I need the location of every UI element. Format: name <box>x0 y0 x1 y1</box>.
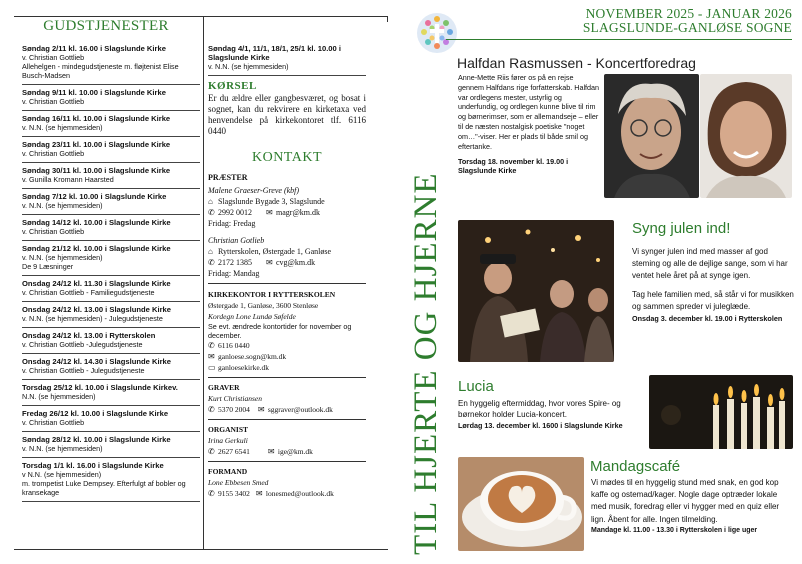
service-entry <box>22 354 200 380</box>
formand-name: Lone Ebbesen Smed <box>208 478 269 487</box>
house-icon: ⌂ <box>208 247 213 256</box>
service-detail: v. Christian Gottlieb <box>22 418 85 427</box>
column-divider <box>203 16 204 549</box>
kontor-web-row <box>208 362 366 373</box>
graver-mail[interactable]: sggraver@outlook.dk <box>267 405 333 414</box>
extra-service-priest: v. N.N. (se hjemmesiden) <box>208 62 289 71</box>
services-column <box>22 18 200 502</box>
service-entry <box>22 215 200 241</box>
phone-icon: ✆ <box>208 258 215 267</box>
organist-mail[interactable]: ige@km.dk <box>277 447 313 456</box>
service-detail: v. Christian Gottlieb - Familiegudstjeneste <box>22 288 155 297</box>
graver-contact <box>208 404 366 415</box>
kontor-mail[interactable]: ganloese.sogn@km.dk <box>218 352 287 361</box>
service-title: Søndag 7/12 kl. 10.00 i Slagslunde Kirke <box>22 192 167 201</box>
mail-icon: ✉ <box>266 258 273 267</box>
info-column <box>208 44 366 499</box>
service-detail: v. N.N. (se hjemmesiden) <box>22 444 103 453</box>
praester-title: PRÆSTER <box>208 173 248 182</box>
service-entry <box>22 458 200 502</box>
korsel-text: Er du ældre eller gangbesværet, og bosat i sognet, kan du rekvirere en kirketaxa ved henvendelse på kirkekontoret tlf. 6116 0440 <box>208 93 366 136</box>
syng-title: Syng julen ind! <box>632 220 731 237</box>
contact-divider-1 <box>208 283 366 284</box>
candles-photo <box>649 375 793 449</box>
priest1-mail[interactable]: magr@km.dk <box>276 208 321 217</box>
lucia-title: Lucia <box>458 378 494 395</box>
priest1-day: Fridag: Fredag <box>208 219 256 228</box>
contact-divider-2 <box>208 377 366 378</box>
parish-logo <box>416 12 458 54</box>
kontor-name: Kordegn Lone Lundø Søfelde <box>208 312 296 321</box>
halfdan-text: Anne-Mette Riis fører os på en rejse gennem Halfdans rige forfatterskab. Halfdan var ordlegens mester, ustyrlig og underfundig, og ordlegen kunne blive til rim og børnerimser, som er allemandseje – eller til de næsten nostalgisk poetiske "noget om…"-viser. Her er plads til både smil og eftertanke. <box>458 73 600 151</box>
service-entry <box>22 189 200 215</box>
graver-title: GRAVER <box>208 383 240 392</box>
phone-icon: ✆ <box>208 447 215 456</box>
service-entry <box>22 41 200 85</box>
syng-when: Onsdag 3. december kl. 19.00 i Rytterskolen <box>632 314 783 323</box>
extra-service <box>208 44 366 76</box>
service-entry <box>22 137 200 163</box>
service-detail: v. N.N. (se hjemmesiden) <box>22 201 103 210</box>
service-detail: Allehelgen - mindegudstjeneste m. fløjtenist Elise Busch-Madsen <box>22 62 179 80</box>
cafe-text: Vi mødes til en hyggelig stund med snak, en god kop kaffe og ostemad/kager. Nogle dage optræder lokale med musik, foredrag eller vi hygger med en quiz eller lign. Åbent for alle. Ingen tilmelding. <box>591 478 780 524</box>
service-entry <box>22 85 200 111</box>
kontor-web[interactable]: ganloesekirke.dk <box>218 363 270 372</box>
cafe-title: Mandagscafé <box>590 458 681 475</box>
organist-contact <box>208 446 366 457</box>
kontakt-title: KONTAKT <box>251 150 323 165</box>
phone-icon: ✆ <box>208 405 215 414</box>
phone-icon: ✆ <box>208 341 215 350</box>
syng-text-1: Vi synger julen ind med masser af god steming og alle de dejlige sange, som vi har ventet hele året på at synge igen. <box>632 247 788 280</box>
extra-service-title: Søndag 4/1, 11/1, 18/1, 25/1 kl. 10.00 i Slagslunde Kirke <box>208 44 341 62</box>
kontor-title: KIRKEKONTOR I RYTTERSKOLEN <box>208 290 336 299</box>
syng-block <box>632 246 794 323</box>
web-icon: ▭ <box>208 363 216 372</box>
priest1-address <box>208 196 366 207</box>
service-detail: v N.N. (se hjemmesiden) <box>22 470 102 479</box>
service-detail: v. Christian Gottlieb <box>22 227 85 236</box>
top-rule-left <box>14 16 388 17</box>
cafe-when: Mandage kl. 11.00 - 13.30 i Rytterskolen i lige uger <box>591 526 758 534</box>
halfdan-block <box>458 73 600 175</box>
lucia-text: En hyggelig eftermiddag, hvor vores Spire- og børnekor holder Lucia-koncert. <box>458 399 621 419</box>
halfdan-when: Torsdag 18. november kl. 19.00 i Slagslunde Kirke <box>458 157 569 176</box>
vertical-title: TIL HJERTE OG HJERNE <box>408 172 444 555</box>
choir-photo <box>458 220 614 362</box>
service-title: Torsdag 25/12 kl. 10.00 i Slagslunde Kirkev. <box>22 383 178 392</box>
syng-text-2: Tag hele familien med, så står vi for musikken og sammen spreder vi juleglæde. <box>632 290 794 311</box>
service-detail: v. Christian Gottlieb <box>22 53 85 62</box>
formand-phone: 9155 3402 <box>218 489 250 498</box>
phone-icon: ✆ <box>208 208 215 217</box>
priest2-contact <box>208 257 366 268</box>
priest2-day: Fridag: Mandag <box>208 269 260 278</box>
priest2-mail[interactable]: cvg@km.dk <box>276 258 316 267</box>
priest1-name: Malene Graeser-Greve (kbf) <box>208 186 300 195</box>
service-entry <box>22 276 200 302</box>
mail-icon: ✉ <box>255 489 263 498</box>
mail-icon: ✉ <box>208 352 215 361</box>
organist-phone: 2627 6541 <box>218 447 250 456</box>
service-entry <box>22 241 200 276</box>
organist-title: ORGANIST <box>208 425 249 434</box>
service-title: Søndag 14/12 kl. 10.00 i Slagslunde Kirke <box>22 218 171 227</box>
services-list <box>22 41 200 502</box>
graver-phone: 5370 2004 <box>218 405 250 414</box>
formand-title: FORMAND <box>208 467 248 476</box>
organist-name: Irina Gerkuli <box>208 436 248 445</box>
lucia-block <box>458 399 643 430</box>
service-title: Onsdag 24/12 kl. 11.30 i Slagslunde Kirke <box>22 279 171 288</box>
right-edge-rule <box>387 16 388 22</box>
contact-divider-3 <box>208 419 366 420</box>
service-detail: v. Christian Gottlieb - Julegudstjeneste <box>22 366 145 375</box>
service-title: Søndag 21/12 kl. 10.00 i Slagslunde Kirke <box>22 244 171 253</box>
lucia-when: Lørdag 13. december kl. 1600 i Slagslunde Kirke <box>458 421 623 430</box>
header-rule <box>446 39 792 40</box>
service-title: Søndag 23/11 kl. 10.00 i Slagslunde Kirke <box>22 140 171 149</box>
service-title: Søndag 28/12 kl. 10.00 i Slagslunde Kirke <box>22 435 171 444</box>
service-detail: v. N.N. (se hjemmesiden) <box>22 253 103 262</box>
header-period: NOVEMBER 2025 - JANUAR 2026 <box>585 6 792 21</box>
service-title: Søndag 9/11 kl. 10.00 i Slagslunde Kirke <box>22 88 166 97</box>
cafe-block <box>591 477 794 535</box>
header-parish: SLAGSLUNDE-GANLØSE SOGNE <box>582 20 792 35</box>
priest2-phone: 2172 1385 <box>218 258 252 267</box>
bottom-rule-left <box>14 549 388 550</box>
formand-contact <box>208 488 366 499</box>
service-detail: v. Gunilla Kromann Haarsted <box>22 175 114 184</box>
priest2-address-text: Rytterskolen, Østergade 1, Ganløse <box>218 247 332 256</box>
service-detail: De 9 Læsninger <box>22 262 74 271</box>
kontor-address: Østergade 1, Ganløse, 3600 Stenløse <box>208 301 319 310</box>
service-title: Torsdag 1/1 kl. 16.00 i Slagslunde Kirke <box>22 461 164 470</box>
priest1-phone: 2992 0012 <box>218 208 252 217</box>
service-entry <box>22 432 200 458</box>
graver-name: Kurt Christiansen <box>208 394 262 403</box>
korsel-title: KØRSEL <box>208 80 257 92</box>
service-title: Onsdag 24/12 kl. 14.30 i Slagslunde Kirke <box>22 357 171 366</box>
service-detail: v. N.N. (se hjemmesiden) - Julegudstjeneste <box>22 314 163 323</box>
service-detail: N.N. (se hjemmesiden) <box>22 392 96 401</box>
coffee-photo <box>458 457 584 551</box>
mail-icon: ✉ <box>267 447 275 456</box>
service-entry <box>22 163 200 189</box>
service-detail: v. Christian Gottlieb -Julegudstjeneste <box>22 340 143 349</box>
kontor-phone-row <box>208 340 366 351</box>
priest2-name: Christian Gotlieb <box>208 236 265 245</box>
service-title: Søndag 30/11 kl. 10.00 i Slagslunde Kirke <box>22 166 171 175</box>
service-entry <box>22 380 200 406</box>
mail-icon: ✉ <box>257 405 265 414</box>
kontor-mail-row <box>208 351 366 362</box>
halfdan-portrait-woman <box>700 74 792 198</box>
contact-divider-4 <box>208 461 366 462</box>
house-icon: ⌂ <box>208 197 213 206</box>
phone-icon: ✆ <box>208 489 215 498</box>
service-title: Søndag 2/11 kl. 16.00 i Slagslunde Kirke <box>22 44 166 53</box>
halfdan-portrait-man <box>604 74 699 198</box>
service-detail: v. Christian Gottlieb <box>22 97 85 106</box>
kontor-phone: 6116 0440 <box>218 341 250 350</box>
priest2-address <box>208 246 366 257</box>
service-title: Søndag 16/11 kl. 10.00 i Slagslunde Kirke <box>22 114 171 123</box>
service-entry <box>22 328 200 354</box>
service-entry <box>22 302 200 328</box>
service-detail: m. trompetist Luke Dempsey. Efterfulgt af bobler og kransekage <box>22 479 186 497</box>
mail-icon: ✉ <box>266 208 273 217</box>
newsletter-header <box>470 7 792 35</box>
priest1-address-text: Slagslunde Bygade 3, Slagslunde <box>218 197 325 206</box>
gudstjenester-title: GUDSTJENESTER <box>43 18 169 34</box>
service-entry <box>22 111 200 137</box>
halfdan-title: Halfdan Rasmussen - Koncertforedrag <box>457 55 696 71</box>
service-detail: v. N.N. (se hjemmesiden) <box>22 123 103 132</box>
service-title: Onsdag 24/12 kl. 13.00 i Rytterskolen <box>22 331 156 340</box>
kontor-note: Se evt. ændrede kontortider for november og december. <box>208 322 352 340</box>
service-entry <box>22 406 200 432</box>
priest1-contact <box>208 207 366 218</box>
formand-mail[interactable]: lonesmed@outlook.dk <box>265 489 334 498</box>
service-title: Fredag 26/12 kl. 10.00 i Slagslunde Kirke <box>22 409 169 418</box>
service-detail: v. Christian Gottlieb <box>22 149 85 158</box>
service-title: Onsdag 24/12 kl. 13.00 i Slagslunde Kirke <box>22 305 171 314</box>
